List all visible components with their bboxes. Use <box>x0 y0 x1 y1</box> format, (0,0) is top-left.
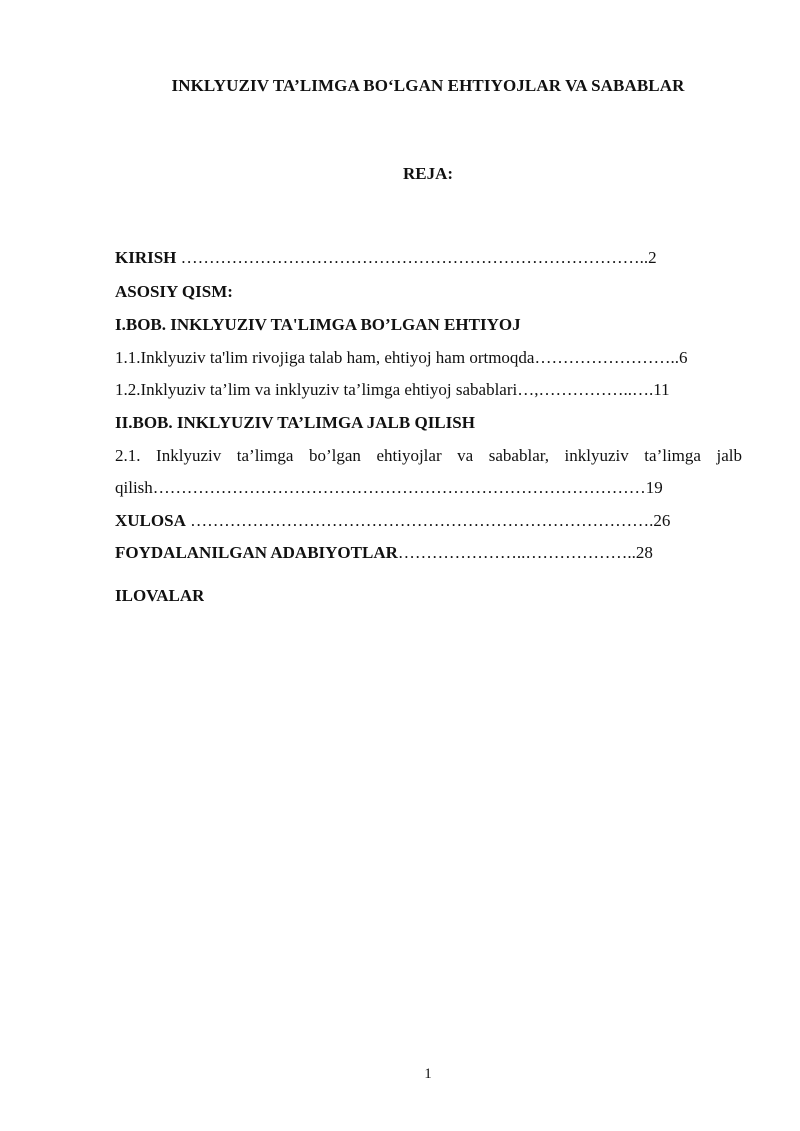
toc-chapter-2: II.BOB. INKLYUZIV TA’LIMGA JALB QILISH <box>115 413 475 432</box>
plan-heading: REJA: <box>402 164 454 183</box>
toc-chapter-1: I.BOB. INKLYUZIV TA'LIMGA BO’LGAN EHTIYOJ <box>115 315 521 334</box>
toc-page-number: 28 <box>635 543 653 562</box>
toc-entry-1-1 <box>115 348 687 368</box>
toc-leader: …………………..……………….. <box>397 543 636 562</box>
toc-entry-1-2 <box>115 380 670 400</box>
toc-entry-label: XULOSA <box>115 511 186 530</box>
toc-entry-label: FOYDALANILGAN ADABIYOTLAR <box>115 543 398 562</box>
toc-entry-kirish <box>115 248 657 268</box>
toc-entry-ilovalar: ILOVALAR <box>115 586 205 605</box>
toc-leader: …………………………………………………………………………… <box>152 478 646 497</box>
toc-section-asosiy: ASOSIY QISM: <box>115 282 233 301</box>
toc-page-number: 6 <box>678 348 688 367</box>
toc-page-number: 26 <box>653 511 671 530</box>
toc-page-number: 19 <box>645 478 663 497</box>
toc-entry-foydalanilgan <box>115 543 653 563</box>
toc-entry-label: 1.2.Inklyuziv ta’lim va inklyuziv ta’limga ehtiyoj sabablari <box>115 380 518 399</box>
toc-leader: …………………….. <box>534 348 679 367</box>
toc-page-number: 2 <box>648 248 657 267</box>
toc-entry-2-1-line2 <box>115 478 663 498</box>
toc-leader: ……………………………………………………………………….. <box>176 248 649 267</box>
toc-leader: …,……………..…. <box>517 380 654 399</box>
document-title: INKLYUZIV TA’LIMGA BO‘LGAN EHTIYOJLAR VA SABABLAR <box>171 76 685 95</box>
toc-entry-2-1-line1: 2.1. Inklyuziv ta’limga bo’lgan ehtiyojlar va sabablar, inklyuziv ta’limga jalb <box>115 446 742 465</box>
toc-entry-label: 1.1.Inklyuziv ta'lim rivojiga talab ham, ehtiyoj ham ortmoqda <box>115 348 535 367</box>
toc-leader: ………………………………………………………………………. <box>185 511 654 530</box>
toc-entry-label: KIRISH <box>115 248 177 267</box>
page-number: 1 <box>424 1066 432 1082</box>
toc-page-number: 11 <box>653 380 670 399</box>
toc-entry-label: qilish <box>115 478 153 497</box>
toc-entry-xulosa <box>115 511 670 531</box>
